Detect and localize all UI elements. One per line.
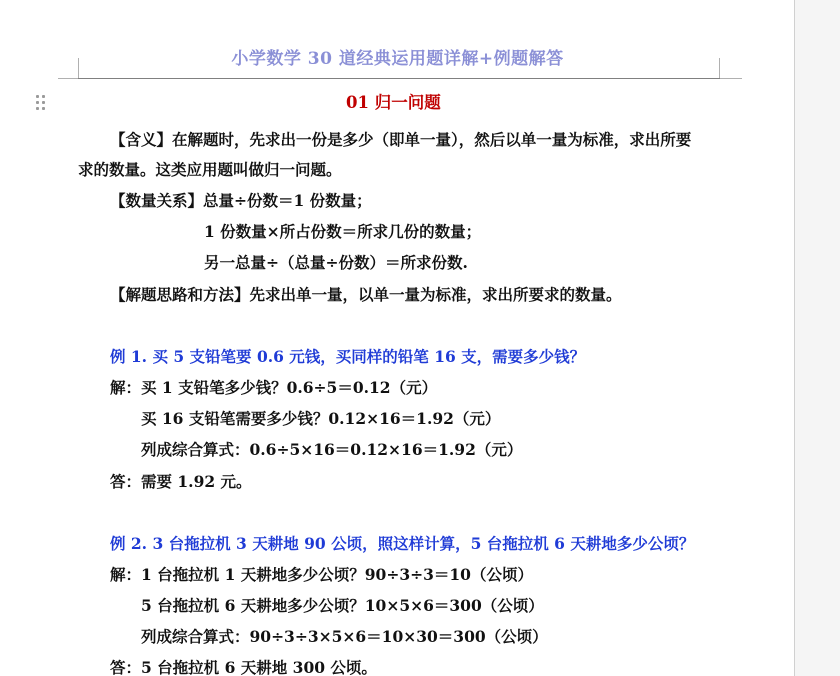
relation-line-1: 【数量关系】总量÷份数＝1 份数量； bbox=[110, 191, 372, 210]
margin-corner-mark-right bbox=[720, 78, 742, 79]
header-margin-mark-right bbox=[719, 58, 720, 78]
example-1-step-3: 列成综合算式：0.6÷5×16＝0.12×16＝1.92（元） bbox=[141, 440, 523, 459]
example-2-step-2: 5 台拖拉机 6 天耕地多少公顷？10×5×6＝300（公顷） bbox=[141, 596, 544, 615]
definition-line-1: 【含义】在解题时，先求出一份是多少（即单一量），然后以单一量为标准，求出所要 bbox=[110, 130, 692, 149]
relation-line-3: 另一总量÷（总量÷份数）＝所求份数. bbox=[204, 253, 468, 272]
margin-corner-mark-left bbox=[58, 78, 78, 79]
example-2-step-3: 列成综合算式：90÷3÷3×5×6＝10×30＝300（公顷） bbox=[141, 627, 548, 646]
example-2-question: 例 2. 3 台拖拉机 3 天耕地 90 公顷，照这样计算，5 台拖拉机 6 天耕地多少公顷？ bbox=[110, 534, 695, 553]
example-2-answer: 答：5 台拖拉机 6 天耕地 300 公顷。 bbox=[110, 658, 377, 676]
example-1-answer: 答：需要 1.92 元。 bbox=[110, 472, 252, 491]
example-2-step-1: 解：1 台拖拉机 1 天耕地多少公顷？90÷3÷3＝10（公顷） bbox=[110, 565, 533, 584]
example-1-step-2: 买 16 支铅笔需要多少钱？0.12×16＝1.92（元） bbox=[141, 409, 501, 428]
relation-line-2: 1 份数量×所占份数＝所求几份的数量； bbox=[204, 222, 482, 241]
section-title: 01 归一问题 bbox=[346, 93, 441, 112]
window-right-gutter bbox=[795, 0, 840, 676]
definition-line-2: 求的数量。这类应用题叫做归一问题。 bbox=[78, 160, 342, 179]
example-1-step-1: 解：买 1 支铅笔多少钱？0.6÷5＝0.12（元） bbox=[110, 378, 438, 397]
example-1-question: 例 1. 买 5 支铅笔要 0.6 元钱，买同样的铅笔 16 支，需要多少钱？ bbox=[110, 347, 586, 366]
page-header-title: 小学数学 30 道经典运用题详解+例题解答 bbox=[231, 49, 564, 69]
method-line-1: 【解题思路和方法】先求出单一量，以单一量为标准，求出所要求的数量。 bbox=[110, 285, 622, 304]
header-margin-mark-left bbox=[78, 58, 79, 78]
drag-handle-icon[interactable] bbox=[36, 95, 46, 111]
header-rule bbox=[78, 78, 720, 79]
